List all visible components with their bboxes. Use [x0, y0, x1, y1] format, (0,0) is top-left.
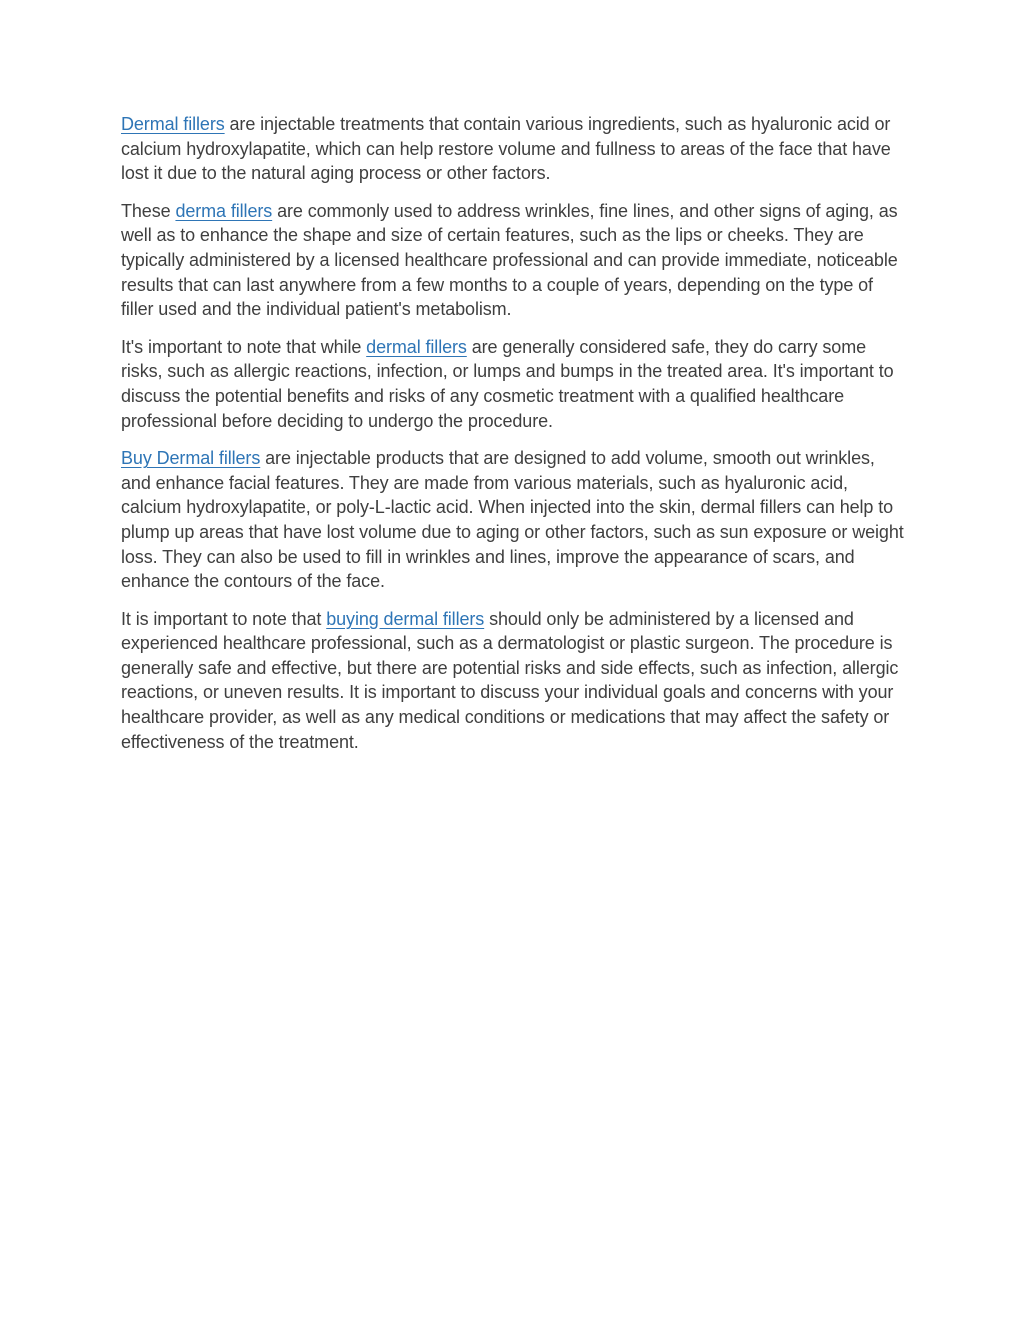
- paragraph-text: are injectable products that are designed to add volume, smooth out wrinkles, and enhance facial features. They are made from various materials, such as hyaluronic acid, calcium hydroxylapatite, or poly-L-lactic acid. When injected into the skin, dermal fillers can help to plump up areas that have lost volume due to aging or other factors, such as sun exposure or weight loss. They can also be used to fill in wrinkles and lines, improve the appearance of scars, and enhance the contours of the face.: [121, 448, 904, 592]
- paragraph-usage: [121, 199, 904, 322]
- buying-dermal-fillers-link[interactable]: buying dermal fillers: [326, 608, 485, 629]
- buy-dermal-fillers-link[interactable]: Buy Dermal fillers: [121, 448, 261, 469]
- paragraph-risks: [121, 335, 904, 433]
- paragraph-intro: [121, 112, 904, 186]
- paragraph-text: It is important to note that: [121, 608, 327, 629]
- paragraph-text: are injectable treatments that contain various ingredients, such as hyaluronic acid or calcium hydroxylapatite, which can help restore volume and fullness to areas of the face that have lost it due to the natural aging process or other factors.: [121, 114, 891, 184]
- paragraph-buy: [121, 446, 904, 594]
- dermal-fillers-safety-link[interactable]: dermal fillers: [366, 336, 467, 357]
- dermal-fillers-link[interactable]: Dermal fillers: [121, 114, 225, 134]
- derma-fillers-link[interactable]: derma fillers: [175, 200, 273, 221]
- paragraph-text: These: [121, 200, 176, 221]
- paragraph-text: are generally considered safe, they do carry some risks, such as allergic reactions, infection, or lumps and bumps in the treated area. It's important to discuss the potential benefits and risks of any cosmetic treatment with a qualified healthcare professional before deciding to undergo the procedure.: [121, 336, 894, 431]
- paragraph-buying-note: [121, 607, 904, 755]
- paragraph-text: are commonly used to address wrinkles, fine lines, and other signs of aging, as well as to enhance the shape and size of certain features, such as the lips or cheeks. They are typically administered by a licensed healthcare professional and can provide immediate, noticeable results that can last anywhere from a few months to a couple of years, depending on the type of filler used and the individual patient's metabolism.: [121, 200, 898, 320]
- paragraph-text: should only be administered by a licensed and experienced healthcare professional, such as a dermatologist or plastic surgeon. The procedure is generally safe and effective, but there are potential risks and side effects, such as infection, allergic reactions, or uneven results. It is important to discuss your individual goals and concerns with your healthcare provider, as well as any medical conditions or medications that may affect the safety or effectiveness of the treatment.: [121, 608, 899, 752]
- paragraph-text: It's important to note that while: [121, 336, 367, 357]
